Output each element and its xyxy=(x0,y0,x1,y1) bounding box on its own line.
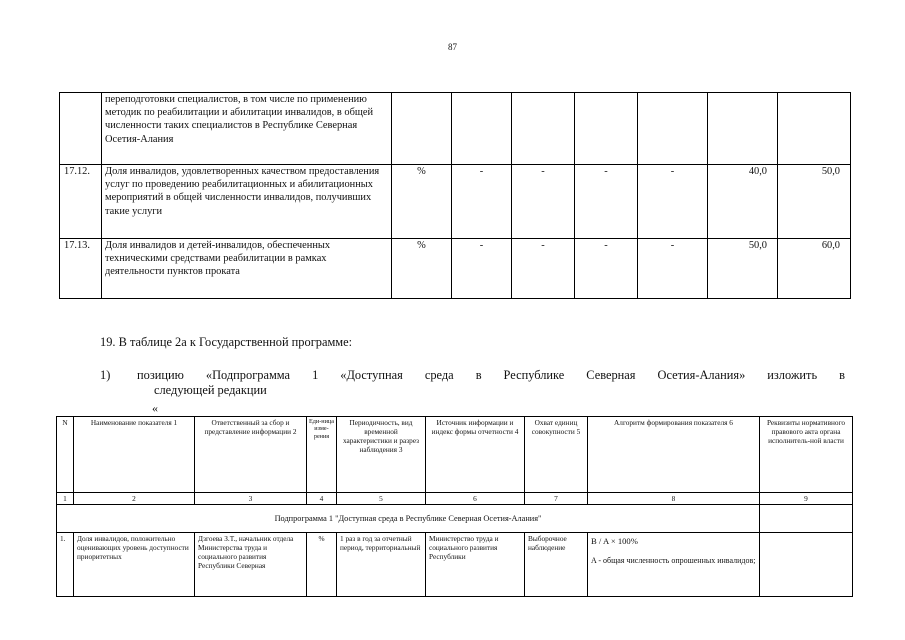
page-number: 87 xyxy=(448,42,457,52)
value-cell: 50,0 xyxy=(778,165,851,239)
header-coverage: Охват единиц совокупности 5 xyxy=(525,417,588,493)
row-number: 17.12. xyxy=(60,165,102,239)
column-number: 3 xyxy=(195,493,307,505)
table-2a xyxy=(56,416,853,597)
unit-cell: % xyxy=(392,239,452,299)
column-number: 6 xyxy=(426,493,525,505)
section-empty-cell xyxy=(760,505,853,533)
row-number: 17.13. xyxy=(60,239,102,299)
header-algorithm: Алгоритм формирования показателя 6 xyxy=(588,417,760,493)
column-number: 4 xyxy=(307,493,337,505)
value-cell xyxy=(778,93,851,165)
unit-cell xyxy=(392,93,452,165)
item-text-line1: позицию «Подпрограмма 1 «Доступная среда в Республике Северная Осетия-Алания» изложить в xyxy=(137,368,845,382)
formula: B / A × 100% xyxy=(591,536,638,546)
section-title: Подпрограмма 1 "Доступная среда в Республике Северная Осетия-Алания" xyxy=(57,505,760,533)
header-n: N xyxy=(57,417,74,493)
value-cell xyxy=(638,93,708,165)
header-row xyxy=(57,417,853,493)
value-cell: - xyxy=(638,239,708,299)
table-row xyxy=(60,165,851,239)
value-cell: - xyxy=(575,239,638,299)
value-cell: - xyxy=(638,165,708,239)
opening-quote: « xyxy=(152,401,158,415)
indicator-name: переподготовки специалистов, в том числе по применению методик по реабилитации и абилитации инвалидов, в общей численности таких специалистов в Республике Северная Осетия-Алания xyxy=(102,93,392,165)
value-cell xyxy=(452,93,512,165)
indicator-name: Доля инвалидов, положительно оценивающих уровень доступности приоритетных xyxy=(74,533,195,597)
table-row xyxy=(60,93,851,165)
column-number: 1 xyxy=(57,493,74,505)
coverage-cell: Выборочное наблюдение xyxy=(525,533,588,597)
value-cell: 40,0 xyxy=(708,165,778,239)
source-cell: Министерство труда и социального развития Республики xyxy=(426,533,525,597)
value-cell xyxy=(512,93,575,165)
value-cell: 60,0 xyxy=(778,239,851,299)
value-cell xyxy=(708,93,778,165)
indicators-table-continued xyxy=(59,92,851,299)
column-number: 7 xyxy=(525,493,588,505)
formula-description: A - общая численность опрошенных инвалидов; xyxy=(591,555,756,565)
value-cell: - xyxy=(452,239,512,299)
header-periodicity: Периодичность, вид временной характеристики и разрез наблюдения 3 xyxy=(337,417,426,493)
algorithm-cell xyxy=(588,533,760,597)
header-responsible: Ответственный за сбор и представление информации 2 xyxy=(195,417,307,493)
responsible-person: Дзгоева З.Т., начальник отдела Министерства труда и социального развития Республики Северная xyxy=(195,533,307,597)
value-cell: - xyxy=(452,165,512,239)
column-numbers-row xyxy=(57,493,853,505)
table-row xyxy=(60,239,851,299)
row-number xyxy=(60,93,102,165)
value-cell xyxy=(575,93,638,165)
value-cell: 50,0 xyxy=(708,239,778,299)
value-cell: - xyxy=(512,165,575,239)
unit-cell: % xyxy=(392,165,452,239)
column-number: 5 xyxy=(337,493,426,505)
indicator-name: Доля инвалидов, удовлетворенных качеством предоставления услуг по проведению реабилитационных и абилитационных мероприятий в общей численности инвалидов, получивших такие услуги xyxy=(102,165,392,239)
item-text-line2: следующей редакции xyxy=(154,383,267,397)
paragraph-19: 19. В таблице 2а к Государственной программе: xyxy=(100,335,353,349)
header-indicator-name: Наименование показателя 1 xyxy=(74,417,195,493)
periodicity-cell: 1 раз в год за отчетный период, территориальный xyxy=(337,533,426,597)
column-number: 9 xyxy=(760,493,853,505)
section-row xyxy=(57,505,853,533)
header-unit: Еди-ница изме-рения xyxy=(307,417,337,493)
item-number: 1) xyxy=(100,368,111,382)
table-row xyxy=(57,533,853,597)
requisites-cell xyxy=(760,533,853,597)
indicator-name: Доля инвалидов и детей-инвалидов, обеспеченных техническими средствами реабилитации в рамках деятельности пунктов проката xyxy=(102,239,392,299)
column-number: 2 xyxy=(74,493,195,505)
header-source: Источник информации и индекс формы отчетности 4 xyxy=(426,417,525,493)
value-cell: - xyxy=(575,165,638,239)
row-number: 1. xyxy=(57,533,74,597)
column-number: 8 xyxy=(588,493,760,505)
header-requisites: Реквизиты нормативного правового акта органа исполнитель-ной власти xyxy=(760,417,853,493)
unit-cell: % xyxy=(307,533,337,597)
value-cell: - xyxy=(512,239,575,299)
